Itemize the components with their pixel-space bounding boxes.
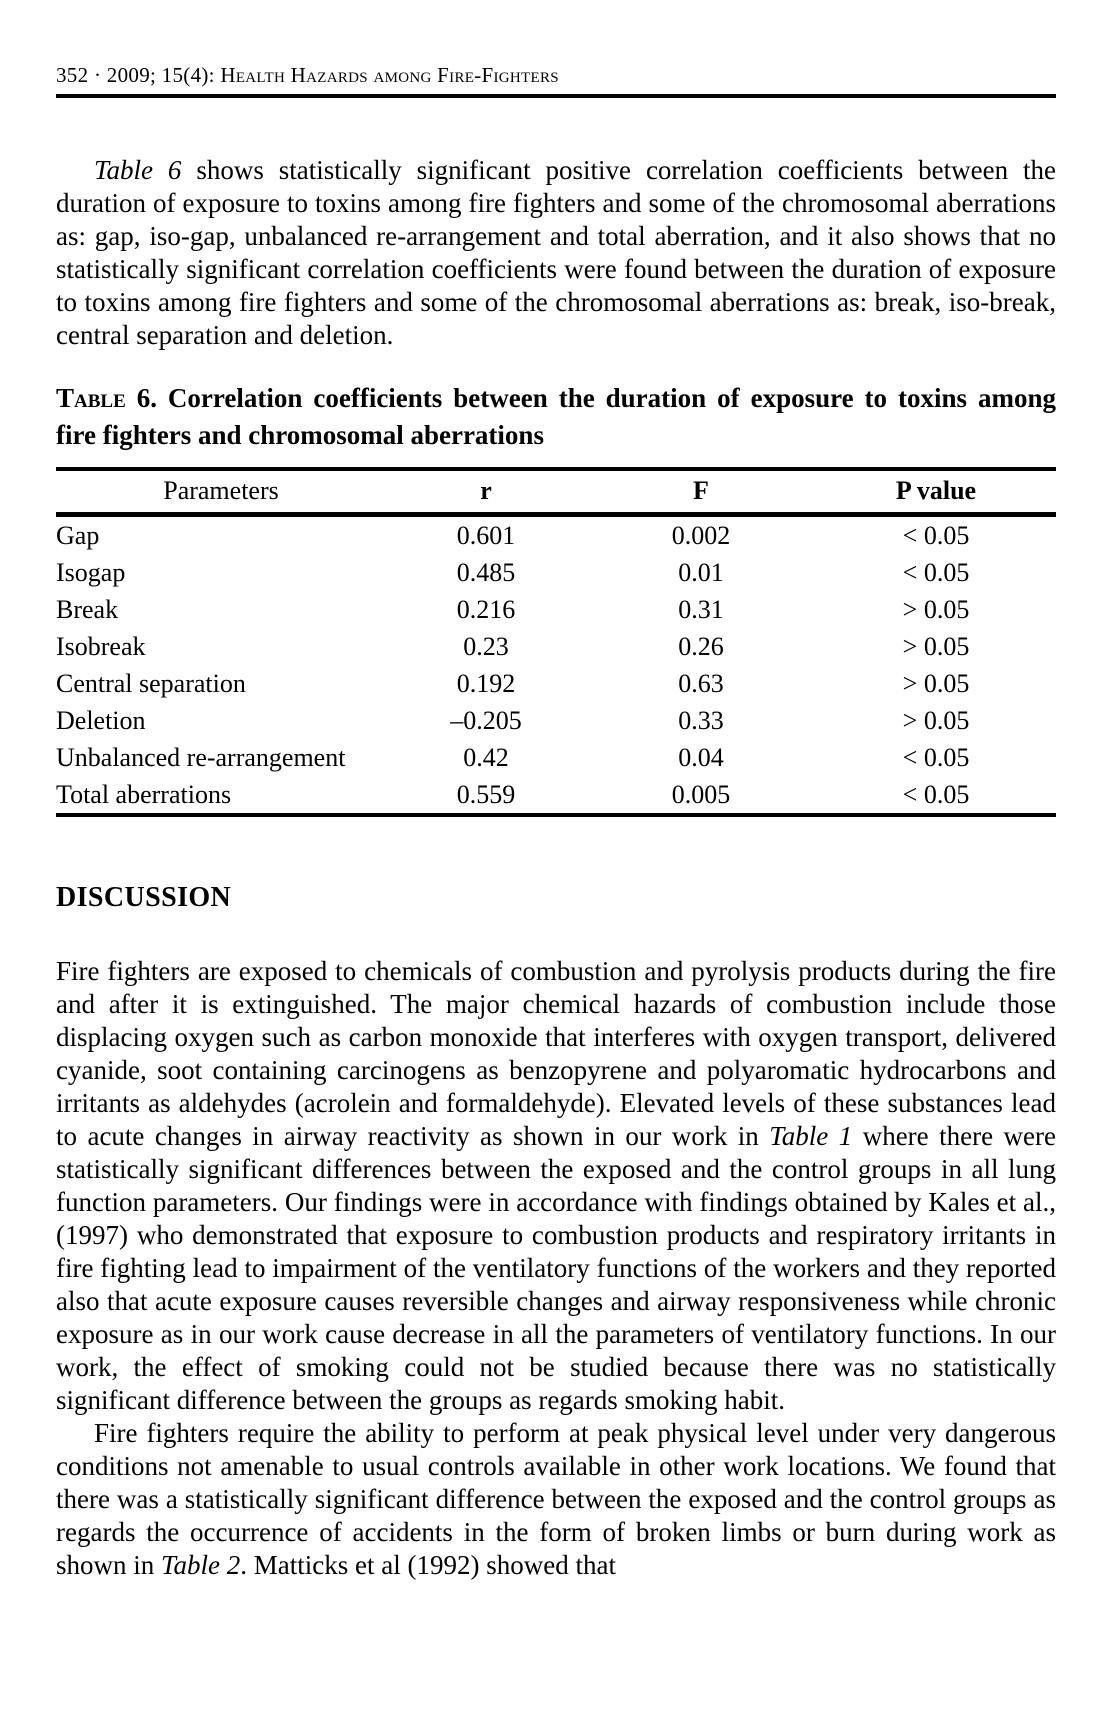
cell-r: 0.559 — [456, 780, 516, 809]
discussion-p1-text-b: where there were statistically significant differences between the exposed and the control groups in all lung function parameters. Our findings were in accordance with findings obtained by Kales et al., (1997) who demonstrated that exposure to combustion products and respiratory irritants in fire fighting lead to impairment of the ventilatory functions of the workers and they reported also that acute exposure causes reversible changes and airway responsiveness while chronic exposure as in our work cause decrease in all the parameters of ventilatory functions. In our work, the effect of smoking could not be studied because there was no statistically significant difference between the groups as regards smoking habit. — [56, 1121, 1056, 1415]
cell-f: 0.01 — [678, 558, 724, 587]
cell-p-value: > 0.05 — [902, 706, 970, 735]
cell-parameter: Central separation — [56, 669, 246, 698]
cell-r: 0.601 — [456, 521, 516, 550]
cell-f: 0.005 — [671, 780, 731, 809]
table-row — [56, 628, 1056, 665]
header-row — [56, 469, 1056, 515]
table-row — [56, 665, 1056, 702]
cell-f: 0.63 — [678, 669, 724, 698]
cell-parameter: Total aberrations — [56, 780, 232, 809]
discussion-paragraph-2 — [56, 1417, 1056, 1582]
intro-paragraph — [56, 154, 1056, 352]
cell-r: 0.42 — [463, 743, 509, 772]
table-row — [56, 591, 1056, 628]
cell-r: 0.216 — [456, 595, 516, 624]
table-row — [56, 739, 1056, 776]
table2-reference: Table 2 — [161, 1550, 241, 1580]
cell-r: 0.192 — [456, 669, 516, 698]
table-row — [56, 554, 1056, 591]
cell-parameter: Isogap — [56, 558, 126, 587]
cell-p-value: < 0.05 — [902, 780, 970, 809]
table1-reference: Table 1 — [769, 1121, 853, 1151]
table-caption-label: Table 6. — [56, 383, 157, 413]
discussion-p1-text-a: Fire fighters are exposed to chemicals of combustion and pyrolysis products during the fire and after it is extinguished. The major chemical hazards of combustion include those displacing oxygen such as carbon monoxide that interferes with oxygen transport, delivered cyanide, soot containing carcinogens as benzopyrene and polyaromatic hydrocarbons and irritants as aldehydes (acrolein and formaldehyde). Elevated levels of these substances lead to acute changes in airway reactivity as shown in our work in — [56, 956, 1056, 1151]
cell-parameter: Isobreak — [56, 632, 146, 661]
correlation-table — [56, 467, 1056, 817]
cell-r: 0.485 — [456, 558, 516, 587]
table-row — [56, 776, 1056, 815]
correlation-table-body — [56, 515, 1056, 816]
cell-f: 0.31 — [678, 595, 724, 624]
discussion-p2-text-a: Fire fighters require the ability to perform at peak physical level under very dangerous conditions not amenable to usual controls available in other work locations. We found that there was a statistically significant difference between the exposed and the control groups as regards the occurrence of accidents in the form of broken limbs or burn during work as shown in — [56, 1418, 1056, 1580]
cell-r: 0.23 — [463, 632, 509, 661]
page-header — [56, 64, 1056, 98]
column-header-f: F — [693, 476, 709, 505]
cell-p-value: < 0.05 — [902, 558, 970, 587]
cell-parameter: Break — [56, 595, 119, 624]
table-caption — [56, 380, 1056, 454]
cell-p-value: > 0.05 — [902, 632, 970, 661]
header-rule — [56, 94, 1056, 98]
discussion-p2-text-b: . Matticks et al (1992) showed that — [240, 1550, 616, 1580]
cell-f: 0.33 — [678, 706, 724, 735]
cell-p-value: > 0.05 — [902, 669, 970, 698]
column-header-p-value: P value — [895, 476, 977, 505]
cell-p-value: > 0.05 — [902, 595, 970, 624]
running-head: 352 · 2009; 15(4): Health Hazards among Fire-Fighters — [56, 63, 559, 87]
table-caption-text: Correlation coefficients between the duration of exposure to toxins among fire fighters and chromosomal aberrations — [56, 383, 1056, 450]
cell-f: 0.04 — [678, 743, 724, 772]
cell-p-value: < 0.05 — [902, 521, 970, 550]
column-header-r: r — [480, 476, 492, 505]
table-row — [56, 515, 1056, 555]
table-row — [56, 702, 1056, 739]
cell-p-value: < 0.05 — [902, 743, 970, 772]
column-header-parameters: Parameters — [163, 476, 279, 505]
correlation-table-head — [56, 469, 1056, 515]
cell-r: –0.205 — [450, 706, 522, 735]
cell-f: 0.26 — [678, 632, 724, 661]
cell-f: 0.002 — [671, 521, 731, 550]
cell-parameter: Gap — [56, 521, 100, 550]
cell-parameter: Unbalanced re-arrangement — [56, 743, 346, 772]
intro-text: shows statistically significant positive correlation coefficients between the duration of exposure to toxins among fire fighters and some of the chromosomal aberrations as: gap, iso-gap, unbalanced re-arrangement and total aberration, and it also shows that no statistically significant correlation coefficients were found between the duration of exposure to toxins among fire fighters and some of the chromosomal aberrations as: break, iso-break, central separation and deletion. — [56, 155, 1056, 350]
table6-reference: Table 6 — [94, 155, 182, 185]
cell-parameter: Deletion — [56, 706, 146, 735]
discussion-heading: DISCUSSION — [56, 882, 232, 913]
discussion-paragraph-1 — [56, 955, 1056, 1417]
